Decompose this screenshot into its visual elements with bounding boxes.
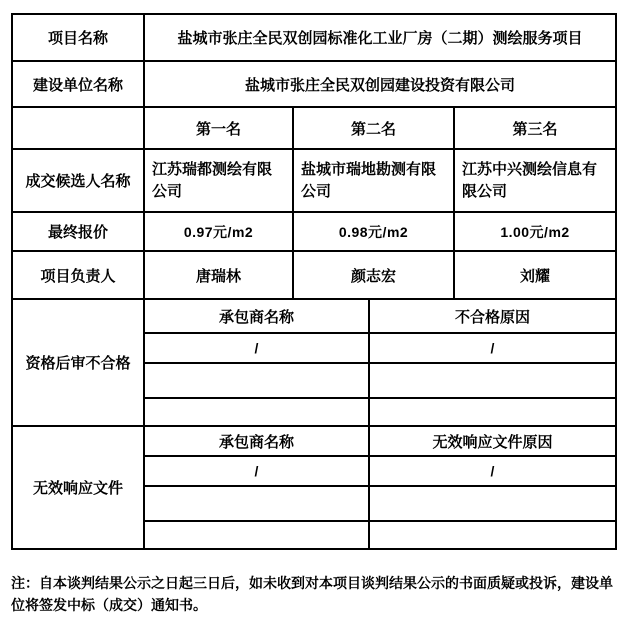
final-price-label: 最终报价: [12, 212, 144, 251]
qualification-contractor-1: /: [144, 333, 369, 363]
manager-2: 颜志宏: [293, 251, 454, 299]
invalid-reason-3: [369, 521, 616, 549]
invalid-section-label: 无效响应文件: [12, 426, 144, 549]
result-table-upper: [11, 13, 617, 300]
candidate-3: 江苏中兴测绘信息有限公司: [454, 149, 616, 212]
qualification-reason-header: 不合格原因: [369, 299, 616, 333]
project-name-value: 盐城市张庄全民双创园标准化工业厂房（二期）测绘服务项目: [144, 14, 616, 61]
rank-header-second: 第二名: [293, 107, 454, 149]
final-price-3: 1.00元/m2: [454, 212, 616, 251]
footer-note: 注：自本谈判结果公示之日起三日后，如未收到对本项目谈判结果公示的书面质疑或投诉，建设单位将签发中标（成交）通知书。: [11, 575, 613, 614]
invalid-contractor-3: [144, 521, 369, 549]
qualification-contractor-header: 承包商名称: [144, 299, 369, 333]
row-candidates: [12, 149, 616, 212]
qualification-reason-3: [369, 398, 616, 426]
final-price-2: 0.98元/m2: [293, 212, 454, 251]
result-table-lower: [11, 298, 617, 550]
announcement-document: [0, 13, 629, 625]
rank-header-first: 第一名: [144, 107, 293, 149]
invalid-contractor-2: [144, 486, 369, 521]
qualification-section-label: 资格后审不合格: [12, 299, 144, 426]
rank-header-third: 第三名: [454, 107, 616, 149]
invalid-reason-header: 无效响应文件原因: [369, 426, 616, 456]
row-owner-name: [12, 61, 616, 107]
owner-name-value: 盐城市张庄全民双创园建设投资有限公司: [144, 61, 616, 107]
manager-1: 唐瑞林: [144, 251, 293, 299]
invalid-reason-1: /: [369, 456, 616, 486]
qualification-reason-2: [369, 363, 616, 398]
project-name-label: 项目名称: [12, 14, 144, 61]
candidate-2: 盐城市瑞地勘测有限公司: [293, 149, 454, 212]
row-project-manager: [12, 251, 616, 299]
invalid-contractor-header: 承包商名称: [144, 426, 369, 456]
manager-3: 刘耀: [454, 251, 616, 299]
row-project-name: [12, 14, 616, 61]
project-manager-label: 项目负责人: [12, 251, 144, 299]
owner-name-label: 建设单位名称: [12, 61, 144, 107]
empty-cell: [12, 107, 144, 149]
candidate-1: 江苏瑞都测绘有限公司: [144, 149, 293, 212]
invalid-contractor-1: /: [144, 456, 369, 486]
final-price-1: 0.97元/m2: [144, 212, 293, 251]
qualification-reason-1: /: [369, 333, 616, 363]
row-final-price: [12, 212, 616, 251]
candidates-label: 成交候选人名称: [12, 149, 144, 212]
invalid-reason-2: [369, 486, 616, 521]
qualification-contractor-2: [144, 363, 369, 398]
qualification-contractor-3: [144, 398, 369, 426]
row-rank-headers: [12, 107, 616, 149]
row-qualification-header: [12, 299, 616, 333]
row-invalid-header: [12, 426, 616, 456]
